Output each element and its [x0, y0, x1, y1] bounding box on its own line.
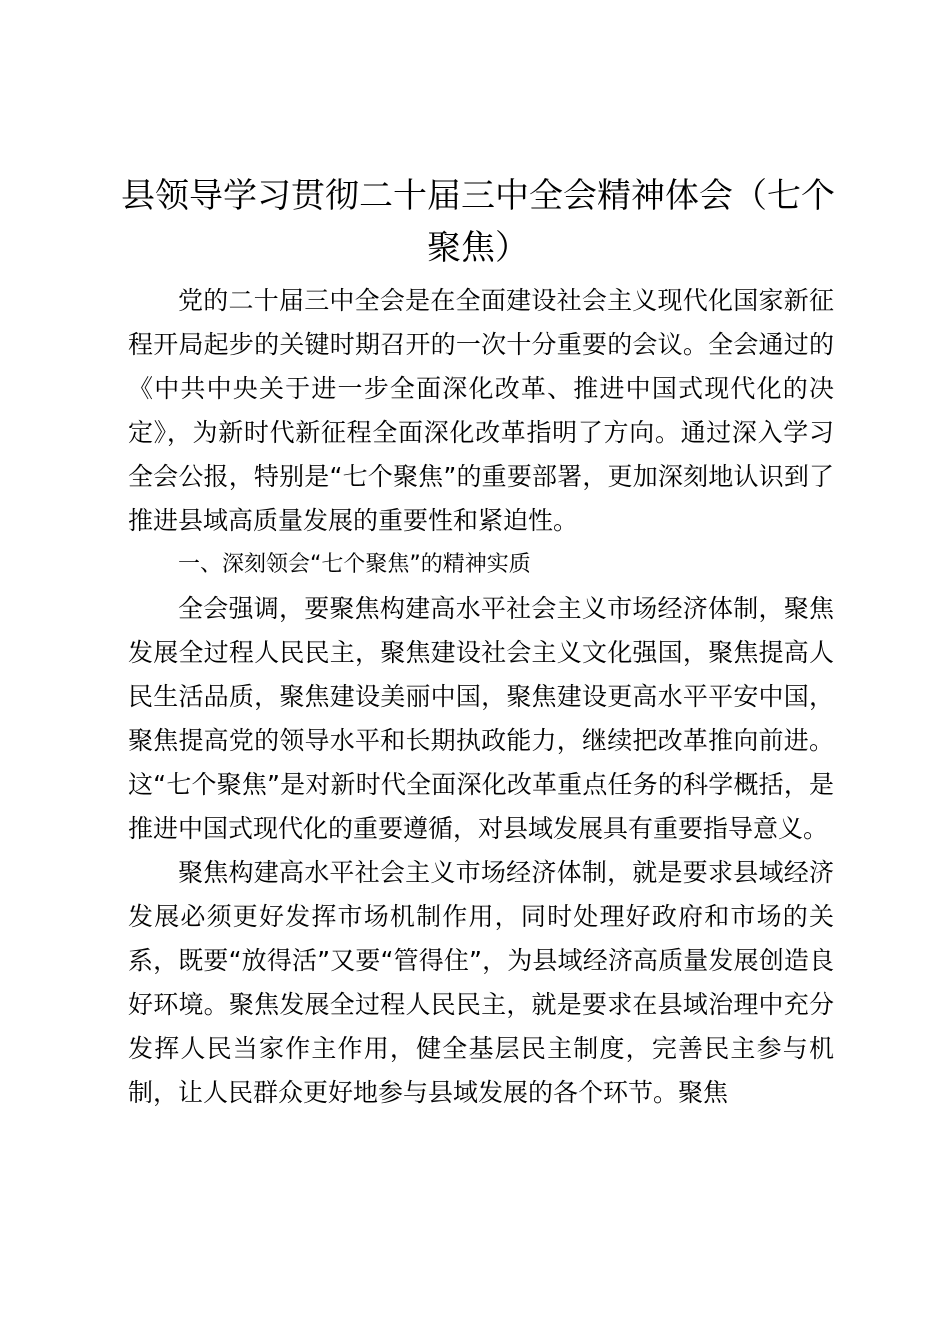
section-heading: 一、深刻领会“七个聚焦”的精神实质	[178, 552, 531, 577]
document-body	[128, 279, 834, 1115]
body-paragraph: 聚焦构建高水平社会主义市场经济体制，就是要求县域经济发展必须更好发挥市场机制作用，同时处理好政府和市场的关系，既要“放得活”又要“管得住”，为县域经济高质量发展创造良好环境。聚焦发展全过程人民民主，就是要求在县域治理中充分发挥人民当家作主作用，健全基层民主制度，完善民主参与机制，让人民群众更好地参与县域发展的各个环节。聚焦	[128, 858, 834, 1107]
intro-paragraph: 党的二十届三中全会是在全面建设社会主义现代化国家新征程开局起步的关键时期召开的一次十分重要的会议。全会通过的《中共中央关于进一步全面深化改革、推进中国式现代化的决定》，为新时代新征程全面深化改革指明了方向。通过深入学习全会公报，特别是“七个聚焦”的重要部署，更加深刻地认识到了推进县域高质量发展的重要性和紧迫性。	[128, 286, 834, 535]
document-title: 县领导学习贯彻二十届三中全会精神体会（七个聚焦）	[121, 176, 835, 268]
body-paragraph: 全会强调，要聚焦构建高水平社会主义市场经济体制，聚焦发展全过程人民民主，聚焦建设社会主义文化强国，聚焦提高人民生活品质，聚焦建设美丽中国，聚焦建设更高水平平安中国，聚焦提高党的领导水平和长期执政能力，继续把改革推向前进。这“七个聚焦”是对新时代全面深化改革重点任务的科学概括，是推进中国式现代化的重要遵循，对县域发展具有重要指导意义。	[128, 594, 834, 843]
